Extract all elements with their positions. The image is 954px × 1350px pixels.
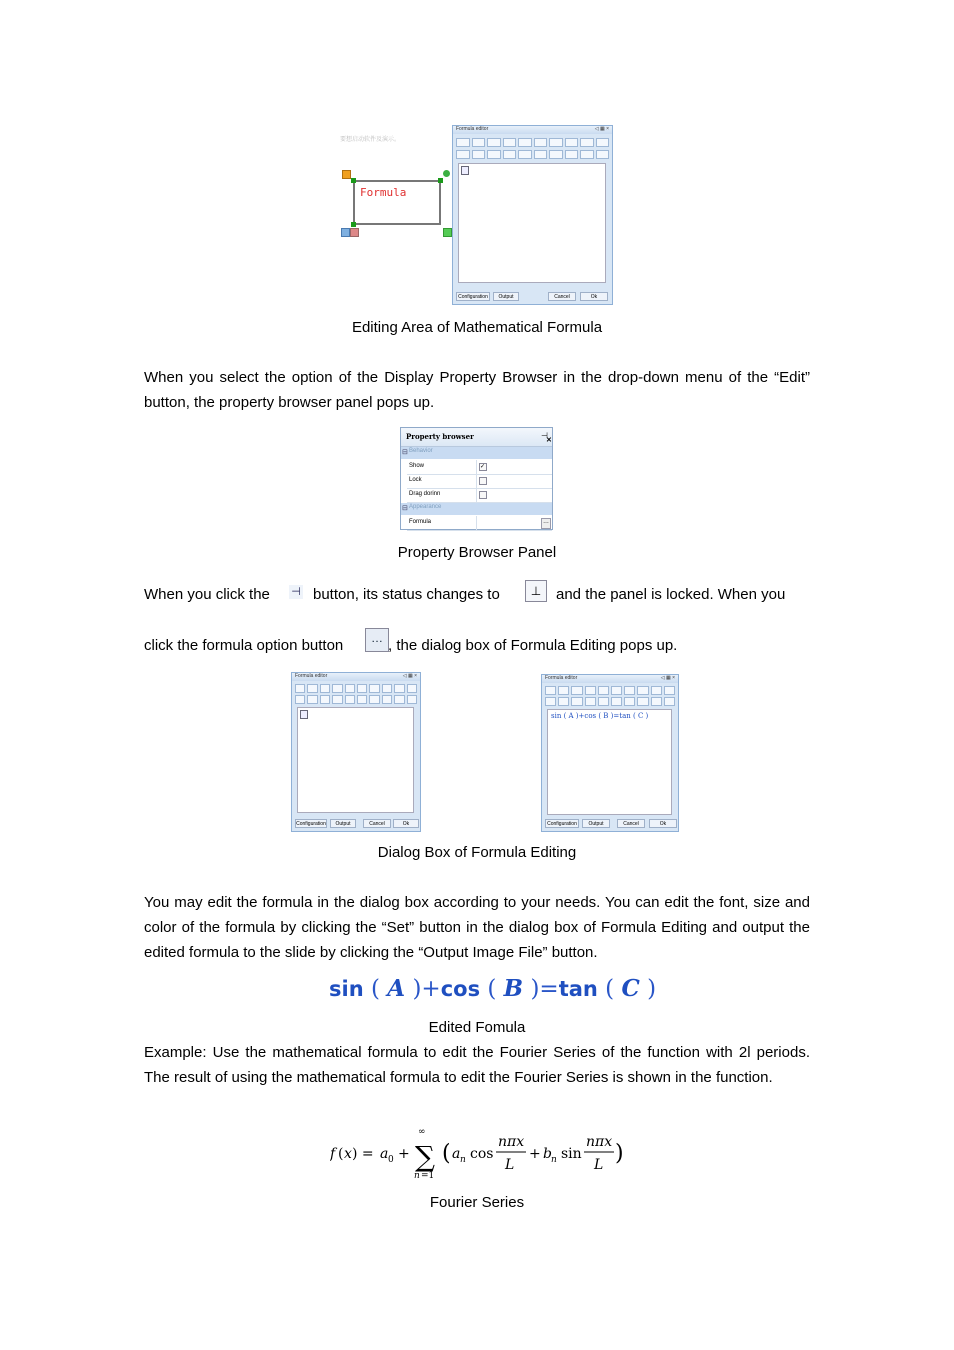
property-browser-title: Property browser <box>406 432 474 441</box>
svg-text:a: a <box>380 1146 389 1162</box>
toolbar-row-1[interactable] <box>295 684 417 693</box>
svg-text:b: b <box>543 1146 552 1162</box>
option-button-icon: … <box>365 628 389 652</box>
svg-text:0: 0 <box>388 1155 394 1165</box>
property-browser-caption: Property Browser Panel <box>397 544 557 561</box>
formula-object-box[interactable] <box>353 180 441 225</box>
figure3-caption: Dialog Box of Formula Editing <box>377 844 577 861</box>
svg-text:nπx: nπx <box>498 1134 525 1150</box>
svg-text:+: + <box>398 1146 410 1162</box>
figure1-caption: Editing Area of Mathematical Formula <box>351 319 603 336</box>
svg-text:L: L <box>505 1157 515 1173</box>
svg-text:f: f <box>330 1146 336 1162</box>
ok-button[interactable]: Ok <box>580 292 608 301</box>
configuration-button[interactable]: Configuration <box>456 292 490 301</box>
property-row-show[interactable]: Show ✓ <box>407 460 552 475</box>
formula-content: sin ( A )+cos ( B )=tan ( C ) <box>551 712 649 720</box>
collapse-icon[interactable]: ⊟ <box>402 449 408 456</box>
window-controls-icon[interactable]: ◁ ▦ × <box>402 673 417 679</box>
handle-bottom-right-icon[interactable] <box>443 228 452 237</box>
svg-text:n: n <box>460 1155 466 1165</box>
paragraph-edit-formula: You may edit the formula in the dialog box according to your needs. You can edit the font, size and color of the formula by clicking the “Set” button in the dialog box of Formula Editing and output the edited formula to the slide by clicking the “Output Image File” button. <box>144 894 810 961</box>
configuration-button[interactable]: Configuration <box>545 819 579 828</box>
formula-input-area[interactable] <box>458 163 606 283</box>
fourier-caption: Fourier Series <box>429 1194 525 1211</box>
ok-button[interactable]: Ok <box>393 819 419 828</box>
edited-formula-caption: Edited Fomula <box>428 1019 526 1036</box>
svg-text:∞: ∞ <box>418 1127 426 1137</box>
toolbar-row-2[interactable] <box>456 150 609 159</box>
svg-text:a: a <box>452 1146 461 1162</box>
editor-button-bar <box>456 292 609 301</box>
svg-text:): ) <box>615 1141 624 1166</box>
toolbar-row-2[interactable] <box>295 695 417 704</box>
configuration-button[interactable]: Configuration <box>296 821 326 827</box>
svg-text:) =: ) = <box>352 1146 374 1162</box>
corner-handle[interactable] <box>351 222 356 227</box>
handle-top-left-icon[interactable] <box>342 170 351 179</box>
formula-editor-filled: Formula editor ◁ ▦ × sin ( A )+cos ( B )=tan ( C ) Configuration Output Cancel Ok <box>541 674 679 832</box>
svg-text:nπx: nπx <box>586 1134 613 1150</box>
collapse-icon[interactable]: ⊟ <box>402 505 408 512</box>
lock-checkbox[interactable] <box>479 477 487 485</box>
handle-bottom-left-icon[interactable] <box>341 228 350 237</box>
toolbar-row-1[interactable] <box>456 138 609 147</box>
output-button[interactable]: Output <box>330 819 356 828</box>
output-button[interactable]: Output <box>582 819 610 828</box>
pin-locked-icon: ⊥ <box>525 580 547 602</box>
ok-button[interactable]: Ok <box>649 819 677 828</box>
drag-checkbox[interactable] <box>479 491 487 499</box>
property-row-drag[interactable]: Drag dorinn <box>407 488 552 503</box>
editor-titlebar <box>453 126 612 134</box>
cancel-button[interactable]: Cancel <box>363 819 391 828</box>
property-row-formula[interactable]: Formula … <box>407 516 552 531</box>
toolbar-row-2[interactable] <box>545 697 675 706</box>
formula-input-area[interactable] <box>547 709 672 815</box>
cursor-box-icon <box>461 166 469 175</box>
property-browser-header <box>401 428 552 447</box>
output-button[interactable]: Output <box>493 292 519 301</box>
faint-instruction-text: 要想启动软件及演示。 <box>340 137 401 143</box>
svg-text:n: n <box>414 1171 420 1181</box>
svg-text:x: x <box>344 1146 352 1162</box>
category-appearance[interactable]: ⊟ Appearance <box>401 503 552 515</box>
formula-editor-empty: Formula editor ◁ ▦ × Configuration Output Cancel Ok <box>291 672 421 832</box>
svg-text:n: n <box>551 1155 557 1165</box>
property-row-lock[interactable]: Lock <box>407 474 552 489</box>
svg-text:+: + <box>529 1146 541 1162</box>
handle-bottom-left2-icon[interactable] <box>350 228 359 237</box>
editor-title: Formula editor <box>456 126 489 132</box>
cursor-box-icon <box>300 710 308 719</box>
formula-option-button[interactable]: … <box>541 518 551 529</box>
show-checkbox[interactable]: ✓ <box>480 464 486 470</box>
svg-text:∑: ∑ <box>415 1140 435 1173</box>
pin-close-icon[interactable]: ⊣ ✕ <box>541 431 552 444</box>
window-controls-icon[interactable]: ◁ ▦ × <box>594 126 609 132</box>
paragraph-property-browser: When you select the option of the Display Property Browser in the drop-down menu of the “Edit” button, the property browser panel pops up. <box>144 369 810 411</box>
category-behavior[interactable]: ⊟ Behavior <box>401 447 552 459</box>
cancel-button[interactable]: Cancel <box>617 819 645 828</box>
svg-text:(: ( <box>338 1146 344 1162</box>
cancel-button[interactable]: Cancel <box>548 292 576 301</box>
corner-handle[interactable] <box>351 178 356 183</box>
paragraph-option: click the formula option button <box>144 637 344 654</box>
window-controls-icon[interactable]: ◁ ▦ × <box>660 675 675 681</box>
corner-handle[interactable] <box>438 178 443 183</box>
formula-box-label: Formula <box>360 186 407 199</box>
handle-top-right-icon[interactable] <box>443 170 450 177</box>
svg-text:sin: sin <box>561 1146 582 1162</box>
svg-text:L: L <box>594 1157 604 1173</box>
svg-text:(: ( <box>442 1141 451 1166</box>
formula-input-area[interactable] <box>297 707 414 813</box>
edited-formula-image: sin ( A )+cos ( B )=tan ( C ) <box>329 975 657 1002</box>
toolbar-row-1[interactable] <box>545 686 675 695</box>
svg-text:cos: cos <box>470 1146 494 1162</box>
svg-text:=1: =1 <box>421 1171 435 1181</box>
paragraph-option-end: , the dialog box of Formula Editing pops up. <box>388 637 678 654</box>
paragraph-example: Example: Use the mathematical formula to edit the Fourier Series of the function with 2l periods. The result of using the mathematical formula to edit the Fourier Series is shown in the function. <box>144 1044 810 1086</box>
formula-editor-window <box>452 125 613 305</box>
property-browser-panel <box>400 427 553 530</box>
fourier-series-formula <box>330 1124 630 1184</box>
paragraph-pin: When you click the ⊣ button, its status changes to ⊥ and the panel is locked. When you <box>144 586 810 603</box>
pin-icon: ⊣ <box>289 585 303 599</box>
